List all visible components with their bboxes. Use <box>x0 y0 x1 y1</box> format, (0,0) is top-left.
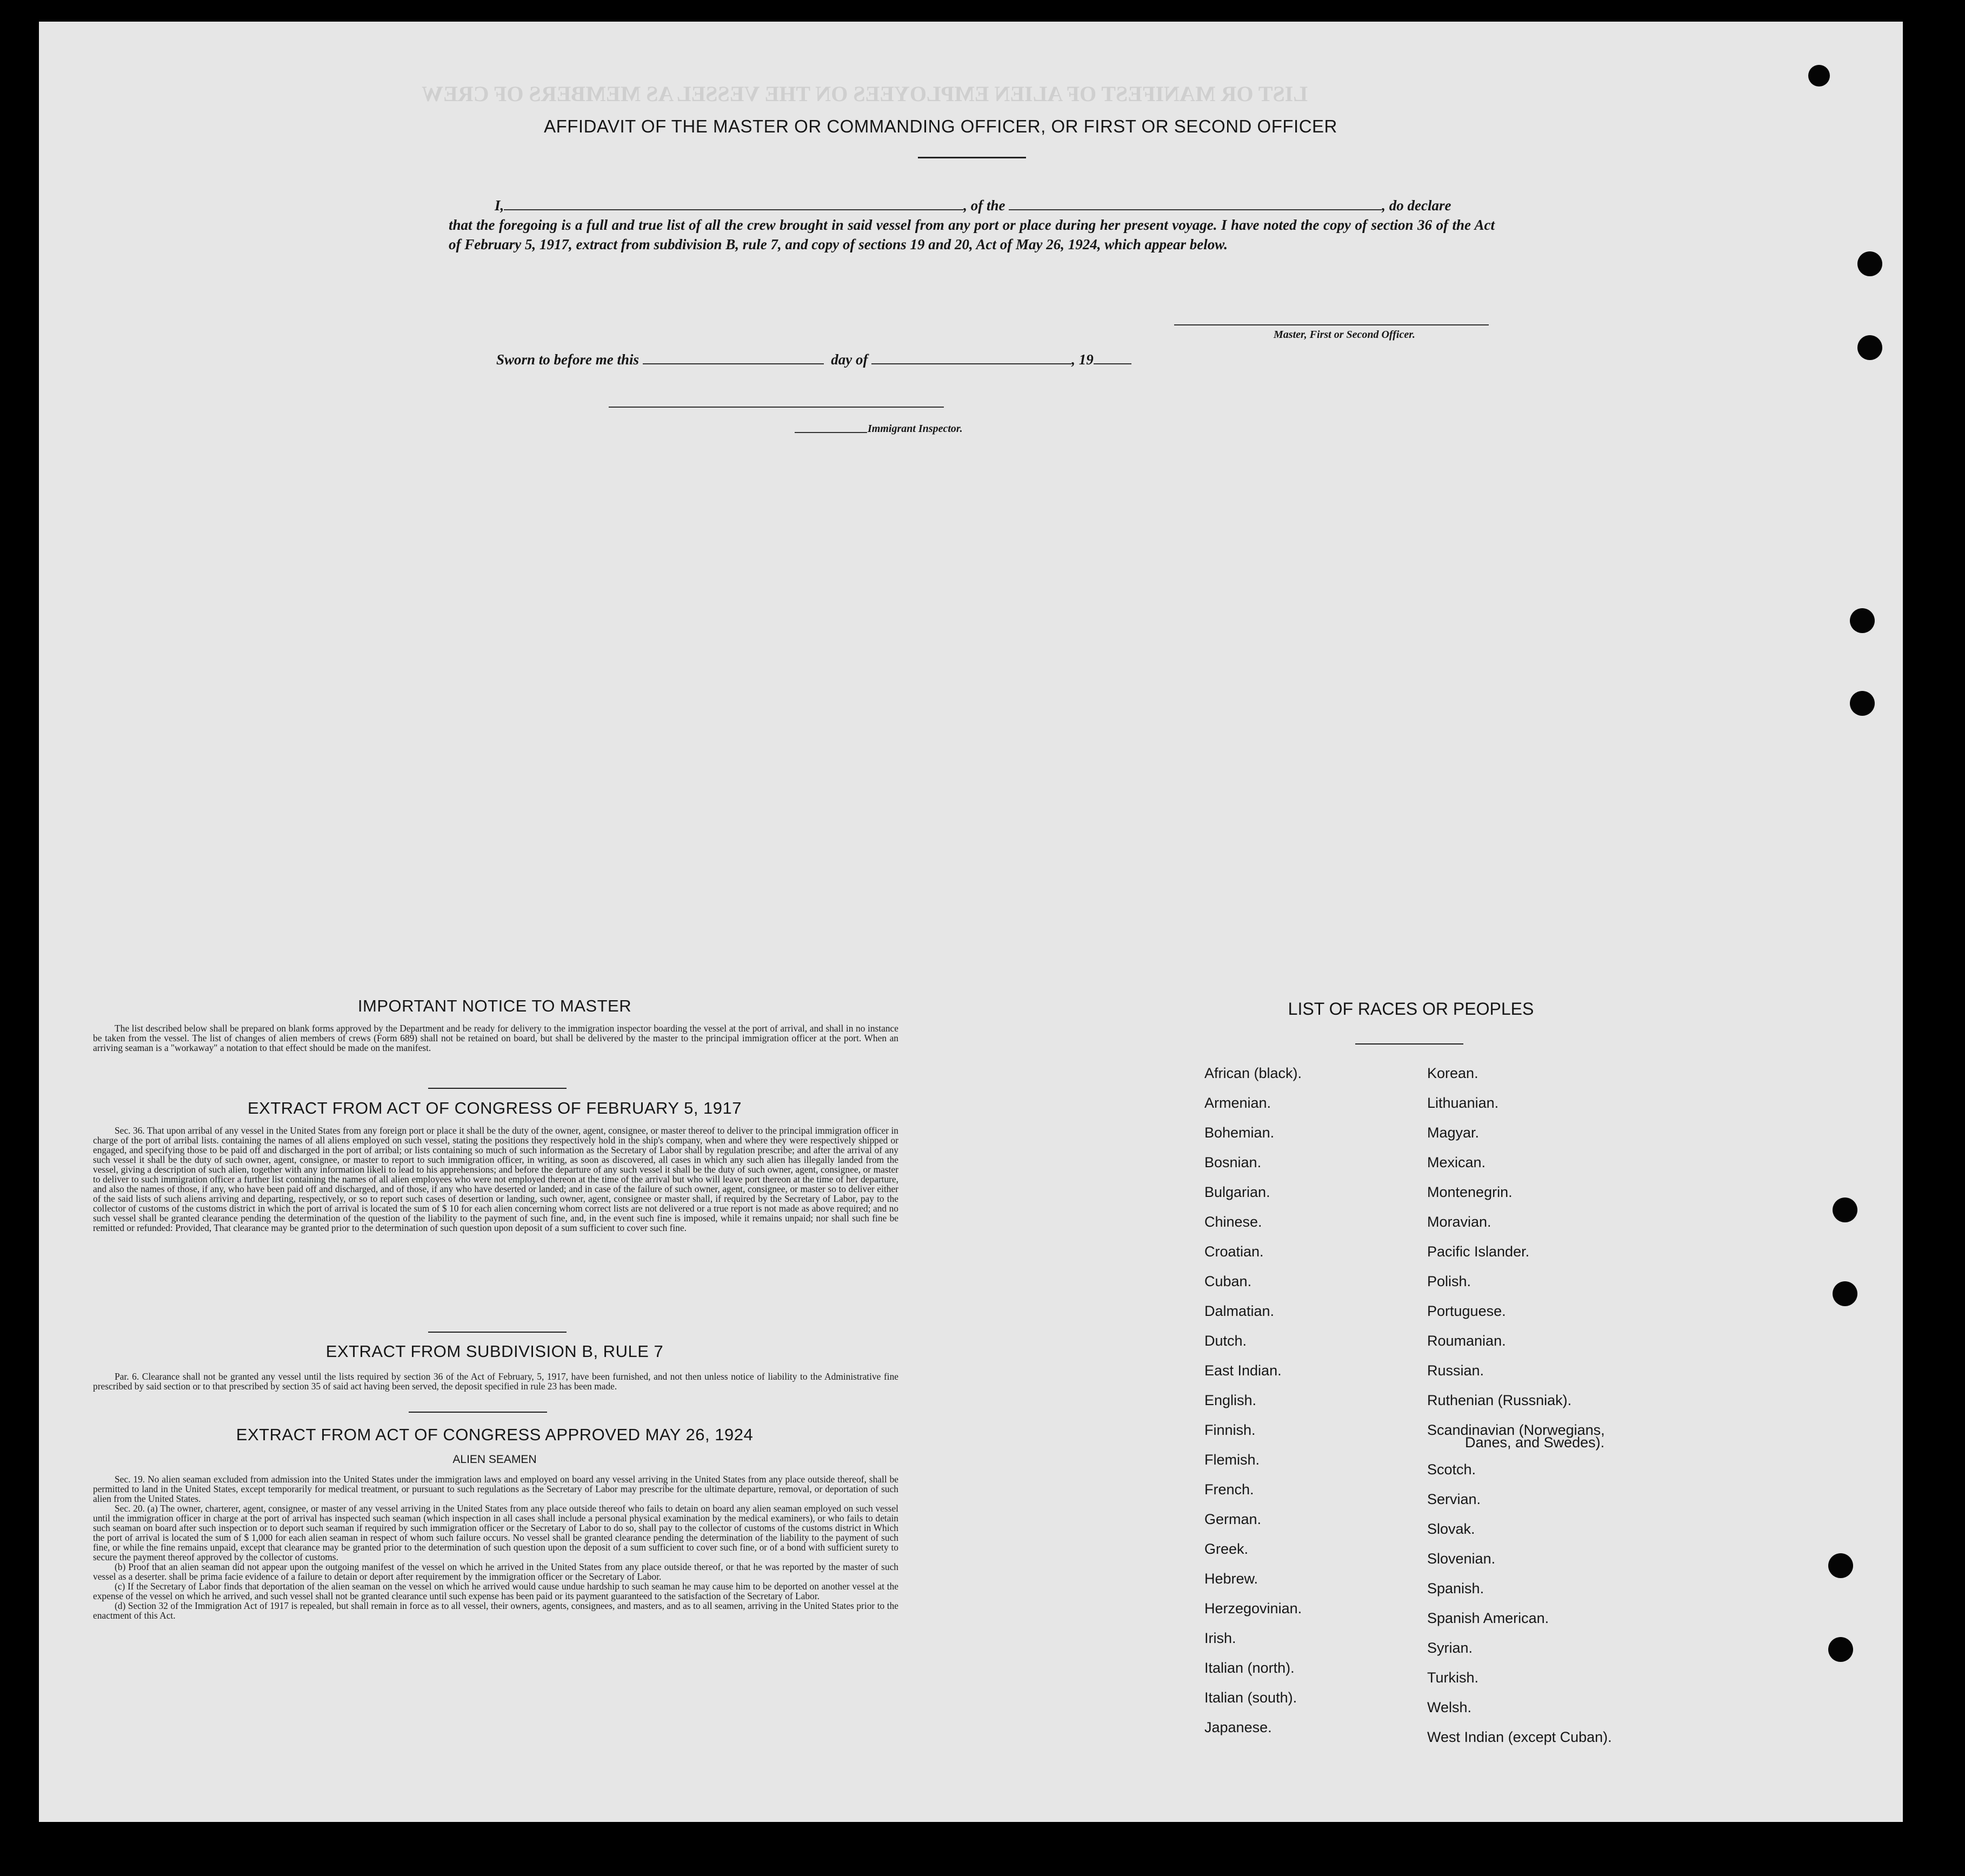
race-item: Chinese. <box>1204 1214 1262 1230</box>
extract-1917-title: EXTRACT FROM ACT OF CONGRESS OF FEBRUARY 5, 1917 <box>247 1099 742 1117</box>
name-field[interactable] <box>504 197 963 210</box>
race-item: Polish. <box>1427 1273 1471 1289</box>
affidavit-declaration-line <box>495 196 1495 215</box>
rule7-title: EXTRACT FROM SUBDIVISION B, RULE 7 <box>325 1342 664 1361</box>
race-item: Syrian. <box>1427 1640 1473 1656</box>
sworn-month-field[interactable] <box>871 351 1071 364</box>
race-item: Russian. <box>1427 1362 1484 1379</box>
race-item: Croatian. <box>1204 1243 1264 1260</box>
race-item: Finnish. <box>1204 1422 1256 1438</box>
race-item: Servian. <box>1427 1491 1481 1507</box>
race-item: Dalmatian. <box>1204 1303 1275 1319</box>
extract-1924-text <box>93 1474 898 1620</box>
punch-hole <box>1828 1553 1853 1578</box>
sec36-text: That upon arribal of any vessel in the United States from any foreign port or place it shall be the duty of the owner, agent, consignee, or master thereof to deliver to the principal immigration officer in charge of the port of arribal lists. containing the names of all aliens employed on such vessel, stating the positions they respectively hold in the ship's company, when and where they were respectively shipped or engaged, and specifying those to be paid off and discharged in the port of arribal; or lists containing so much of such information as the Secretary of Labor shall by regulation prescribe; and after the arrival of any such vessel it shall be the duty of such owner, agent, consignee, or master to report to such immigration officer, in writing, as soon as discovered, all cases in which any such alien has illegally landed from the vessel, giving a description of such alien, together with any information likeli to lead to his apprehensions; and before the departure of any such vessel it shall be the duty of such owner, agent, consignee, or master to deliver to such immigration officer a further list containing the names of all alien employees who were not employed thereon at the time of the arrival but who will leave port thereon at the time of her departure, and also the names of those, if any, who have been paid off and discharged, and of those, if any who have deserted or landed; and in case of the failure of such owner, agent, consignee, or master so to deliver either of the said lists of such aliens arriving and departing, respectively, or so to report such cases of desertion or landing, such owner, agent, consignee or master shall, if required by the Secretary of Labor, pay to the collector of customs of the customs district in which the port of arrival is located the sum of $ 10 for each alien concerning whom correct lists are not delivered or a true report is not made as above required; and no such vessel shall be granted clearance pending the determination of the question of the liability to the payment of such fine, and, in the event such fine is imposed, while it remains unpaid; nor shall such fine be remitted or refunded: Provided, That clearance may be granted prior to the determination of such question upon deposit of a sum sufficient to cover such fine. <box>93 1125 898 1233</box>
rule7-paragraph: Par. 6. Clearance shall not be granted any vessel until the lists required by section 36 of the Act of February, 5, 1917, have been furnished, and not then unless notice of liability to the Administrative fine prescribed by said section or to that prescribed by section 35 of said act having been served, the deposit specified in rule 23 has been made. <box>93 1371 898 1392</box>
race-item: Portuguese. <box>1427 1303 1506 1319</box>
race-item: Welsh. <box>1427 1699 1472 1715</box>
race-item: Mexican. <box>1427 1154 1486 1170</box>
sec19-paragraph: Sec. 19. No alien seaman excluded from admission into the United States under the immigration laws and employed on board any vessel arriving in the United States from any place outside thereof, shall be permitted to land in the United States, except temporarily for medical treatment, or pursuant to such regulations as the Secretary of Labor may prescribe for the ultimate departure, removal, or deportation of such alien from the United States. <box>93 1474 898 1504</box>
section-divider <box>409 1412 547 1413</box>
races-column-2 <box>1427 1059 1612 1752</box>
punch-hole <box>1833 1198 1857 1222</box>
race-item: Slovenian. <box>1427 1551 1496 1567</box>
race-item: French. <box>1204 1481 1254 1498</box>
notice-paragraph: The list described below shall be prepared on blank forms approved by the Department and be ready for delivery to the immigration inspector boarding the vessel at the port of arrival, and shall in no instance be taken from the vessel. The list of changes of alien members of crews (Form 689) shall not be retained on board, but shall be delivered by the master to the principal immigration officer at the port. When an arriving seaman is a "workaway" a notation to that effect should be made on the manifest. <box>93 1023 898 1053</box>
punch-hole <box>1857 251 1882 276</box>
race-item: Spanish. <box>1427 1580 1484 1596</box>
race-item: German. <box>1204 1511 1262 1527</box>
vessel-field[interactable] <box>1009 197 1382 210</box>
race-item: Bohemian. <box>1204 1125 1275 1141</box>
race-item: Hebrew. <box>1204 1571 1258 1587</box>
day-of-label: day of <box>831 351 868 368</box>
race-item: Bosnian. <box>1204 1154 1262 1170</box>
race-item: Danes, and Swedes). <box>1465 1434 1605 1451</box>
sworn-line <box>496 350 1131 369</box>
race-item: Bulgarian. <box>1204 1184 1270 1200</box>
race-item: East Indian. <box>1204 1362 1282 1379</box>
punch-hole <box>1857 335 1882 360</box>
race-item: Lithuanian. <box>1427 1095 1499 1111</box>
inspector-label: Immigrant Inspector. <box>868 423 963 435</box>
race-item: Scotch. <box>1427 1461 1476 1478</box>
sworn-year-field[interactable] <box>1094 351 1131 364</box>
affidavit-title: AFFIDAVIT OF THE MASTER OR COMMANDING OFFICER, OR FIRST OR SECOND OFFICER <box>544 116 1337 136</box>
master-signature-label: Master, First or Second Officer. <box>1274 329 1415 341</box>
race-item: Scandinavian (Norwegians, <box>1427 1422 1605 1438</box>
label-i: I, <box>495 197 504 214</box>
inspector-short-line <box>795 432 867 433</box>
race-item: Pacific Islander. <box>1427 1243 1530 1260</box>
bleed-through-header: LIST OR MANIFEST OF ALIEN EMPLOYEES ON THE VESSEL AS MEMBERS OF CREW <box>422 82 1308 106</box>
race-item: Korean. <box>1427 1065 1478 1081</box>
punch-hole <box>1850 608 1875 633</box>
extract-1917-text <box>93 1126 898 1233</box>
races-title-divider <box>1355 1043 1463 1045</box>
race-item: Magyar. <box>1427 1125 1480 1141</box>
sworn-label: Sworn to before me this <box>496 351 640 368</box>
race-item: Herzegovinian. <box>1204 1600 1302 1616</box>
race-item: African (black). <box>1204 1065 1302 1081</box>
race-item: Flemish. <box>1204 1452 1260 1468</box>
section-divider <box>428 1088 567 1089</box>
race-item: Dutch. <box>1204 1333 1247 1349</box>
alien-seamen-subtitle: ALIEN SEAMEN <box>452 1453 537 1466</box>
race-item: Italian (south). <box>1204 1689 1297 1706</box>
race-item: English. <box>1204 1392 1257 1408</box>
race-item: West Indian (except Cuban). <box>1427 1729 1612 1745</box>
race-item: Moravian. <box>1427 1214 1491 1230</box>
sec20c-paragraph: (c) If the Secretary of Labor finds that deportation of the alien seaman on the vessel on which he arrived would cause undue hardship to such seaman he may cause him to be deported on another vessel at the expense of the vessel on which he arrived, and such vessel shall not be granted clearance until such expense has been paid or its payment guaranteed to the satisfaction of the Secretary of Labor. <box>93 1581 898 1601</box>
punch-hole-top <box>1808 65 1830 87</box>
race-item: Turkish. <box>1427 1669 1479 1686</box>
race-item: Greek. <box>1204 1541 1249 1557</box>
sec20b-paragraph: (b) Proof that an alien seaman did not appear upon the outgoing manifest of the vessel on which he arrived in the United States from any place outside thereof, or that he was reported by the master of such vessel as a deserter. shall be prima facie evidence of a failure to detain or deport after requirement by the immigration officer or the Secretary of Labor. <box>93 1561 898 1582</box>
title-divider <box>918 157 1026 158</box>
master-signature-line[interactable] <box>1174 324 1489 325</box>
label-of-the: , of the <box>963 197 1005 214</box>
year-label: , 19 <box>1071 351 1094 368</box>
notice-title: IMPORTANT NOTICE TO MASTER <box>357 996 632 1015</box>
punch-hole <box>1828 1637 1853 1662</box>
sec36-label: Sec. 36. <box>115 1125 145 1136</box>
race-item: Slovak. <box>1427 1521 1475 1537</box>
sec20d-paragraph: (d) Section 32 of the Immigration Act of 1917 is repealed, but shall remain in force as to all vessel, their owners, agents, consignees, and masters, and as to all seamen, arriving in the United States prior to the enactment of this Act. <box>93 1600 898 1621</box>
race-item: Roumanian. <box>1427 1333 1506 1349</box>
notice-text <box>93 1023 898 1053</box>
races-column-1 <box>1204 1059 1302 1742</box>
race-item: Italian (north). <box>1204 1660 1295 1676</box>
race-item: Ruthenian (Russniak). <box>1427 1392 1572 1408</box>
sec20a-paragraph: Sec. 20. (a) The owner, charterer, agent, consignee, or master of any vessel arriving in the United States from any place outside thereof who fails to detain on board any alien seaman employed on such vessel until the immigration officer in charge at the port of arrival has inspected such seaman (which inspection in all cases shall include a personal physical examination by the medical examiners), or who fails to detain such seaman on board after such inspection or to deport such seaman if required by such immigration officer or the Secretary of Labor to do so, shall pay to the collector of customs of the customs district in Which the port of arrival is located the sum of $ 1,000 for each alien seaman in respect of whom such failure occurs. No vessel shall be granted clearance pending the determination of the liability to the payment of such fine, or while the fine remains unpaid, except that clearance may be granted prior to the determination of such question upon the deposit of a sum sufficient to cover such fine, or of a bond with sufficient surety to secure the payment thereof approved by the collector of customs. <box>93 1503 898 1562</box>
sworn-day-field[interactable] <box>643 351 824 364</box>
rule7-text <box>93 1372 898 1391</box>
affidavit-body: that the foregoing is a full and true list of all the crew brought in said vessel from any port or place during her present voyage. I have noted the copy of section 36 of the Act of February 5, 1917, extract from subdivision B, rule 7, and copy of sections 19 and 20, Act of May 26, 1924, which appear below. <box>449 217 1495 252</box>
punch-hole <box>1833 1281 1857 1306</box>
race-item: Irish. <box>1204 1630 1236 1646</box>
punch-hole <box>1850 691 1875 716</box>
section-divider <box>428 1332 567 1333</box>
race-item: Japanese. <box>1204 1719 1272 1735</box>
races-title: LIST OF RACES OR PEOPLES <box>1288 999 1534 1019</box>
inspector-signature-line[interactable] <box>609 407 944 408</box>
race-item: Armenian. <box>1204 1095 1271 1111</box>
extract-1924-title: EXTRACT FROM ACT OF CONGRESS APPROVED MAY 26, 1924 <box>236 1425 754 1444</box>
race-item: Montenegrin. <box>1427 1184 1513 1200</box>
race-item: Cuban. <box>1204 1273 1252 1289</box>
race-item: Spanish American. <box>1427 1610 1549 1626</box>
label-do-declare: , do declare <box>1382 197 1451 214</box>
